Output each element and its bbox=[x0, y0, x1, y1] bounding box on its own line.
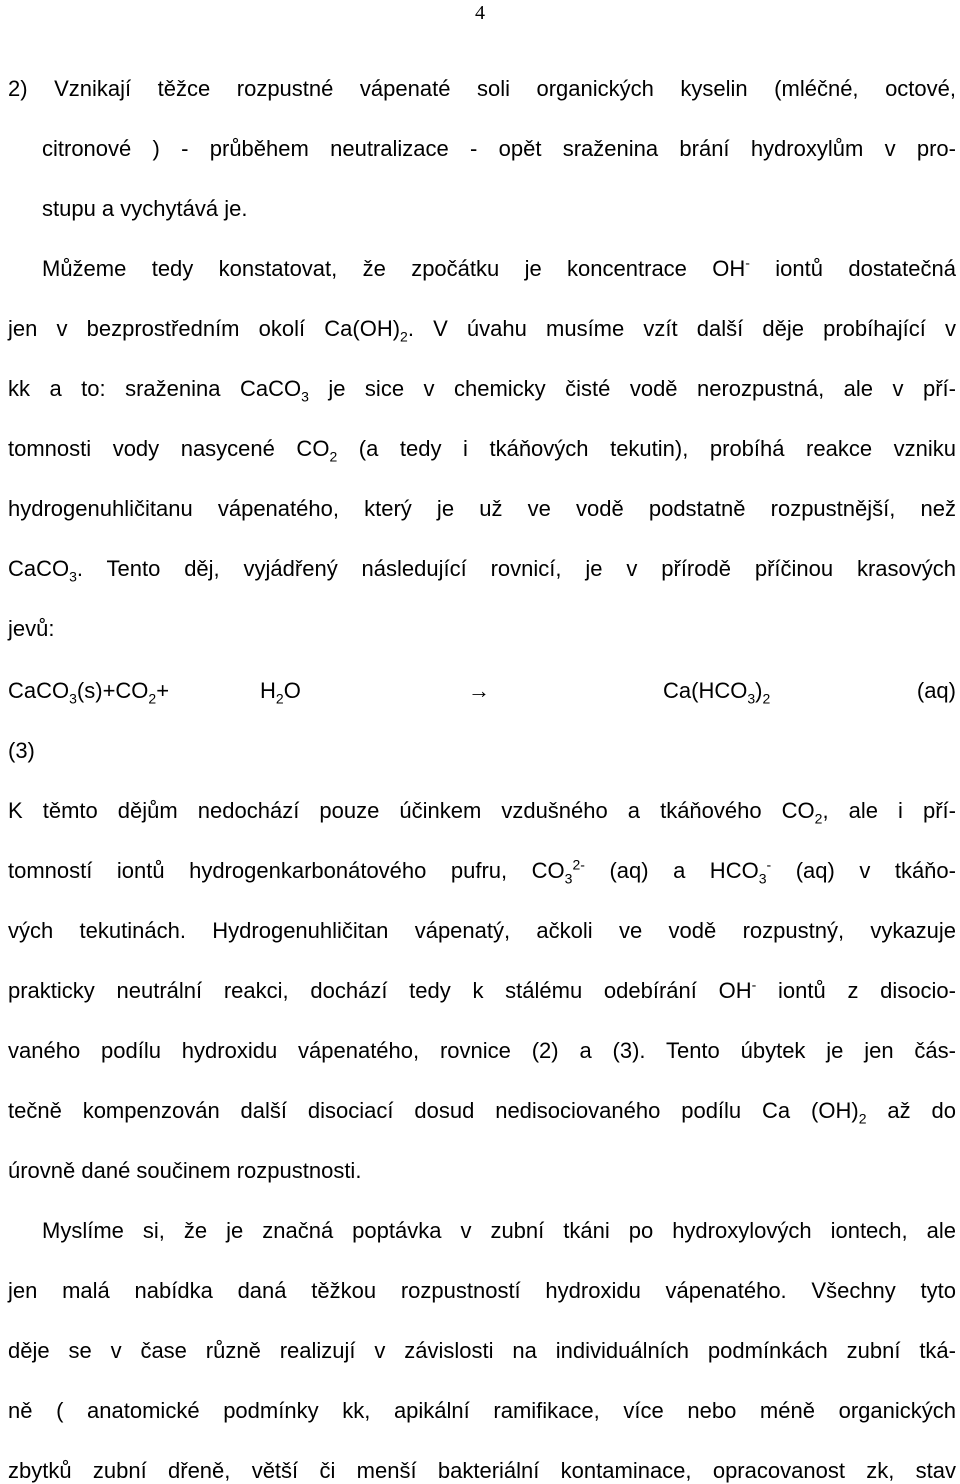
text-run: tomností iontů hydrogenkarbonátového pufru, bbox=[8, 858, 508, 883]
subscript: 3 bbox=[758, 870, 767, 887]
subscript: 3 bbox=[564, 870, 573, 887]
subscript: 2 bbox=[329, 448, 338, 465]
text-run: (a tedy i tkáňových tekutin), probíhá reakce vzniku bbox=[358, 436, 956, 461]
text-line bbox=[42, 256, 956, 282]
eq-term: (s)+CO bbox=[76, 678, 149, 703]
text-line: jevů: bbox=[8, 616, 55, 641]
text-run: . Tento děj, vyjádřený následující rovnicí, je v přírodě příčinou krasových bbox=[76, 556, 956, 581]
text-run: tomnosti vody nasycené CO bbox=[8, 436, 330, 461]
superscript: - bbox=[766, 856, 772, 873]
superscript: 2- bbox=[572, 856, 585, 873]
eq-term: + bbox=[156, 678, 170, 703]
text-run: tečně kompenzován další disociací dosud nedisociovaného podílu Ca (OH) bbox=[8, 1098, 859, 1123]
subscript: 2 bbox=[814, 810, 823, 827]
text-line: stupu a vychytává je. bbox=[42, 196, 248, 221]
eq-term: H bbox=[260, 678, 276, 703]
text-run: CO bbox=[531, 858, 565, 883]
text-line: ně ( anatomické podmínky kk, apikální ramifikace, více nebo méně organických bbox=[8, 1398, 956, 1423]
text-line: 2) Vznikají těžce rozpustné vápenaté soli organických kyselin (mléčné, octové, bbox=[8, 76, 956, 101]
text-line bbox=[8, 376, 956, 405]
text-line bbox=[8, 856, 956, 887]
subscript: 3 bbox=[747, 690, 756, 707]
subscript: 2 bbox=[762, 690, 771, 707]
text-run: (aq) a HCO bbox=[609, 858, 759, 883]
text-line bbox=[8, 1098, 956, 1127]
text-line: Myslíme si, že je značná poptávka v zubní tkáni po hydroxylových iontech, ale bbox=[42, 1218, 956, 1243]
text-run: prakticky neutrální reakci, dochází tedy k stálému odebírání OH bbox=[8, 978, 752, 1003]
text-run: je sice v chemicky čisté vodě nerozpustná, ale v pří- bbox=[328, 376, 956, 401]
reaction-arrow: → bbox=[468, 678, 490, 703]
text-run: K těmto dějům nedochází pouze účinkem vzdušného a tkáňového CO bbox=[8, 798, 815, 823]
text-run: (aq) v tkáňo- bbox=[795, 858, 956, 883]
text-run bbox=[609, 856, 772, 887]
eq-term: ) bbox=[755, 678, 763, 703]
eq-term: Ca(HCO bbox=[663, 678, 748, 703]
text-run bbox=[8, 556, 956, 585]
text-line bbox=[8, 978, 956, 1004]
text-run bbox=[8, 798, 956, 827]
equation-product bbox=[663, 678, 771, 707]
text-run: až do bbox=[887, 1098, 956, 1123]
text-line: zbytků zubní dřeně, větší či menší bakteriální kontaminace, opracovanost zk, stav bbox=[8, 1458, 956, 1483]
text-line: vaného podílu hydroxidu vápenatého, rovnice (2) a (3). Tento úbytek je jen čás- bbox=[8, 1038, 956, 1063]
text-line bbox=[8, 798, 956, 827]
page-number: 4 bbox=[475, 2, 485, 24]
subscript: 2 bbox=[400, 328, 408, 345]
text-run: Můžeme tedy konstatovat, že zpočátku je koncentrace OH bbox=[42, 256, 746, 281]
text-run: iontů z disocio- bbox=[778, 978, 956, 1003]
text-line: hydrogenuhličitanu vápenatého, který je už ve vodě podstatně rozpustnější, než bbox=[8, 496, 956, 521]
text-line: jen malá nabídka daná těžkou rozpustností hydroxidu vápenatého. Všechny tyto bbox=[8, 1278, 956, 1303]
text-run: iontů dostatečná bbox=[775, 256, 956, 281]
subscript: 2 bbox=[148, 690, 157, 707]
superscript: - bbox=[751, 976, 757, 993]
subscript: 2 bbox=[858, 1110, 867, 1127]
text-line: vých tekutinách. Hydrogenuhličitan vápenatý, ačkoli ve vodě rozpustný, vykazuje bbox=[8, 918, 956, 943]
eq-term: CaCO bbox=[8, 678, 70, 703]
superscript: - bbox=[745, 254, 750, 271]
text-line bbox=[8, 556, 956, 585]
text-line: úrovně dané součinem rozpustnosti. bbox=[8, 1158, 362, 1183]
eq-term: O bbox=[283, 678, 301, 703]
text-line: děje se v čase různě realizují v závislosti na individuálních podmínkách zubní tká- bbox=[8, 1338, 956, 1363]
text-run bbox=[8, 978, 756, 1003]
subscript: 3 bbox=[301, 388, 309, 405]
equation-number: (3) bbox=[8, 738, 35, 763]
text-run: , ale i pří- bbox=[822, 798, 956, 823]
text-line bbox=[8, 316, 956, 345]
text-run: jen v bezprostředním okolí Ca(OH) bbox=[8, 316, 401, 341]
text-run bbox=[8, 376, 309, 405]
text-run: kk a to: sraženina CaCO bbox=[8, 376, 302, 401]
equation-reactants bbox=[8, 678, 170, 707]
text-run bbox=[8, 316, 956, 345]
text-run: . V úvahu musíme vzít další děje probíhající v bbox=[407, 316, 956, 341]
equation-state: (aq) bbox=[916, 678, 956, 703]
text-line: citronové ) - průběhem neutralizace - opět sraženina brání hydroxylům v pro- bbox=[42, 136, 956, 161]
text-run bbox=[8, 436, 338, 465]
text-run bbox=[531, 856, 585, 887]
text-line bbox=[8, 436, 956, 465]
subscript: 2 bbox=[275, 690, 284, 707]
subscript: 3 bbox=[69, 690, 77, 707]
text-run: CaCO bbox=[8, 556, 70, 581]
equation-water bbox=[260, 678, 301, 707]
subscript: 3 bbox=[69, 568, 77, 585]
text-run bbox=[8, 1098, 867, 1127]
